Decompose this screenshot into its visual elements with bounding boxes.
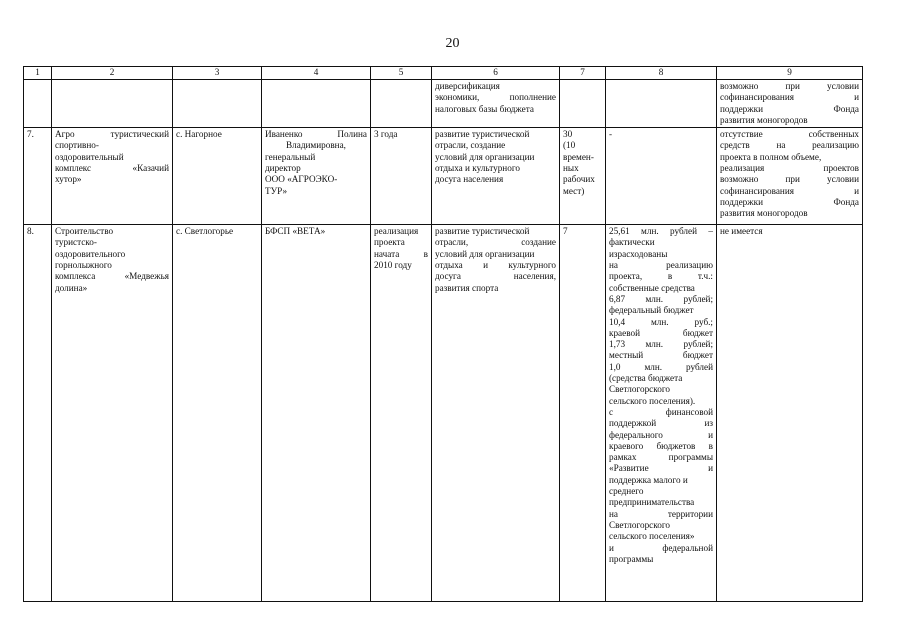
text-line: оздоровительного bbox=[55, 248, 126, 259]
text-line: проекта в полном объеме, bbox=[720, 151, 822, 162]
text-line: развития моногородов bbox=[720, 114, 808, 125]
text-line: поддержкой из bbox=[609, 418, 713, 429]
text-line: 1,0 млн. рублей bbox=[609, 361, 713, 372]
text-line: израсходованы bbox=[609, 248, 668, 259]
text-line: Светлогорского bbox=[609, 384, 670, 395]
table-row bbox=[24, 80, 863, 128]
text-line: Строительство bbox=[55, 226, 114, 237]
text-line: средств на реализацию bbox=[720, 140, 859, 151]
cell-number: 8. bbox=[24, 225, 52, 602]
cell-goal bbox=[432, 80, 560, 128]
column-header: 7 bbox=[560, 67, 606, 80]
text-line: краевой бюджет bbox=[609, 327, 713, 338]
text-line: горнолыжного bbox=[55, 260, 112, 271]
text-line: поддержка малого и bbox=[609, 474, 688, 485]
text-line: спортивно- bbox=[55, 140, 99, 151]
text-line: с финансовой bbox=[609, 406, 713, 417]
text-line: развития спорта bbox=[435, 282, 499, 293]
text-line: экономики, пополнение bbox=[435, 92, 556, 103]
text-line: отсутствие собственных bbox=[720, 129, 859, 140]
text-line: 7 bbox=[563, 226, 568, 237]
text-line: БФСП «ВЕТА» bbox=[265, 226, 326, 237]
text-line: диверсификация bbox=[435, 81, 500, 91]
text-line: ТУР» bbox=[265, 185, 288, 196]
text-line: ООО «АГРОЭКО- bbox=[265, 174, 338, 185]
text-line: развитие туристической bbox=[435, 129, 530, 140]
text-line: федерального и bbox=[609, 429, 713, 440]
text-line: отрасли, создание bbox=[435, 140, 506, 151]
text-line: рабочих bbox=[563, 174, 595, 185]
text-line: не имеется bbox=[720, 226, 763, 237]
cell-jobs bbox=[560, 80, 606, 128]
text-line: и федеральной bbox=[609, 542, 713, 553]
cell-financing bbox=[606, 225, 717, 602]
cell-location bbox=[173, 80, 262, 128]
column-header: 4 bbox=[262, 67, 371, 80]
cell-problems bbox=[717, 128, 863, 225]
text-line: условий для организации bbox=[435, 248, 535, 259]
text-line: генеральный bbox=[265, 151, 316, 162]
text-line: Иваненко Полина bbox=[265, 129, 367, 140]
text-line: краевого бюджетов в bbox=[609, 440, 713, 451]
text-line: Владимировна, bbox=[286, 140, 346, 151]
text-line: 30 bbox=[563, 129, 573, 140]
cell-jobs bbox=[560, 128, 606, 225]
text-line: ных bbox=[563, 163, 579, 174]
text-line: отдыха и культурного bbox=[435, 163, 520, 174]
cell-term bbox=[371, 80, 432, 128]
cell-problems bbox=[717, 80, 863, 128]
text-line: на территории bbox=[609, 508, 713, 519]
projects-table bbox=[23, 66, 863, 602]
text-line: собственные средства bbox=[609, 282, 695, 293]
cell-term bbox=[371, 225, 432, 602]
text-line: развитие туристической bbox=[435, 226, 530, 237]
text-line: условий для организации bbox=[435, 151, 535, 162]
cell-project-name bbox=[52, 225, 173, 602]
text-line: оздоровительный bbox=[55, 151, 124, 162]
text-line: директор bbox=[265, 163, 301, 174]
text-line: 25,61 млн. рублей – bbox=[609, 226, 713, 237]
text-line: поддержки Фонда bbox=[720, 196, 859, 207]
text-line: 1,73 млн. рублей; bbox=[609, 339, 713, 350]
text-line: сельского поселения). bbox=[609, 395, 696, 406]
text-line: софинансирования и bbox=[720, 92, 859, 103]
text-line: сельского поселения» bbox=[609, 531, 695, 542]
text-line: проекта bbox=[374, 237, 405, 248]
page-number: 20 bbox=[445, 36, 460, 51]
text-line: туристско- bbox=[55, 237, 97, 248]
text-line: возможно при условии bbox=[720, 174, 859, 185]
table-row bbox=[24, 128, 863, 225]
text-line: федеральный бюджет bbox=[609, 305, 694, 316]
text-line: (средства бюджета bbox=[609, 373, 683, 384]
text-line: среднего bbox=[609, 486, 644, 497]
text-line: Светлогорского bbox=[609, 519, 670, 530]
text-line: отдыха и культурного bbox=[435, 260, 556, 271]
table-row bbox=[24, 225, 863, 602]
text-line: 6,87 млн. рублей; bbox=[609, 293, 713, 304]
cell-financing bbox=[606, 80, 717, 128]
text-line: долина» bbox=[55, 282, 88, 293]
cell-term: 3 года bbox=[371, 128, 432, 225]
cell-number: 7. bbox=[24, 128, 52, 225]
text-line: досуга населения, bbox=[435, 271, 556, 282]
text-line: комплекс «Казачий bbox=[55, 163, 169, 174]
cell-initiator bbox=[262, 80, 371, 128]
column-header: 3 bbox=[173, 67, 262, 80]
text-line: местный бюджет bbox=[609, 350, 713, 361]
header-row bbox=[24, 67, 863, 80]
column-header: 2 bbox=[52, 67, 173, 80]
text-line: поддержки Фонда bbox=[720, 103, 859, 114]
text-line: «Развитие и bbox=[609, 463, 713, 474]
text-line: налоговых базы бюджета bbox=[435, 103, 534, 114]
text-line: досуга населения bbox=[435, 174, 504, 185]
text-line: мест) bbox=[563, 185, 585, 196]
column-header: 9 bbox=[717, 67, 863, 80]
text-line: софинансирования и bbox=[720, 185, 859, 196]
text-line: возможно при условии bbox=[720, 81, 859, 91]
cell-financing bbox=[606, 128, 717, 225]
text-line: 10,4 млн. руб.; bbox=[609, 316, 713, 327]
cell-location: с. Светлогорье bbox=[173, 225, 262, 602]
text-line: реализация bbox=[374, 226, 419, 237]
text-line: хутор» bbox=[55, 174, 82, 185]
cell-initiator bbox=[262, 225, 371, 602]
text-line: отрасли, создание bbox=[435, 237, 556, 248]
cell-problems bbox=[717, 225, 863, 602]
cell-initiator bbox=[262, 128, 371, 225]
text-line: - bbox=[609, 129, 613, 140]
text-line: начата в bbox=[374, 248, 428, 259]
cell-number bbox=[24, 80, 52, 128]
text-line: предпринимательства bbox=[609, 497, 695, 508]
text-line: проекта, в т.ч.: bbox=[609, 271, 713, 282]
column-header: 5 bbox=[371, 67, 432, 80]
text-line: фактически bbox=[609, 237, 655, 248]
cell-goal bbox=[432, 225, 560, 602]
cell-goal bbox=[432, 128, 560, 225]
text-line: программы bbox=[609, 553, 654, 564]
table-header bbox=[24, 67, 863, 80]
cell-jobs bbox=[560, 225, 606, 602]
text-line: (10 bbox=[563, 140, 576, 151]
cell-location: с. Нагорное bbox=[173, 128, 262, 225]
text-line: реализация проектов bbox=[720, 163, 859, 174]
text-line: комплекса «Медвежья bbox=[55, 271, 169, 282]
cell-project-name bbox=[52, 80, 173, 128]
text-line: развития моногородов bbox=[720, 208, 808, 219]
text-line: на реализацию bbox=[609, 260, 713, 271]
text-line: рамках программы bbox=[609, 452, 713, 463]
text-line: Агро туристический bbox=[55, 129, 169, 140]
column-header: 8 bbox=[606, 67, 717, 80]
text-line: 2010 году bbox=[374, 260, 412, 271]
column-header: 1 bbox=[24, 67, 52, 80]
cell-project-name bbox=[52, 128, 173, 225]
text-line: времен- bbox=[563, 151, 594, 162]
column-header: 6 bbox=[432, 67, 560, 80]
